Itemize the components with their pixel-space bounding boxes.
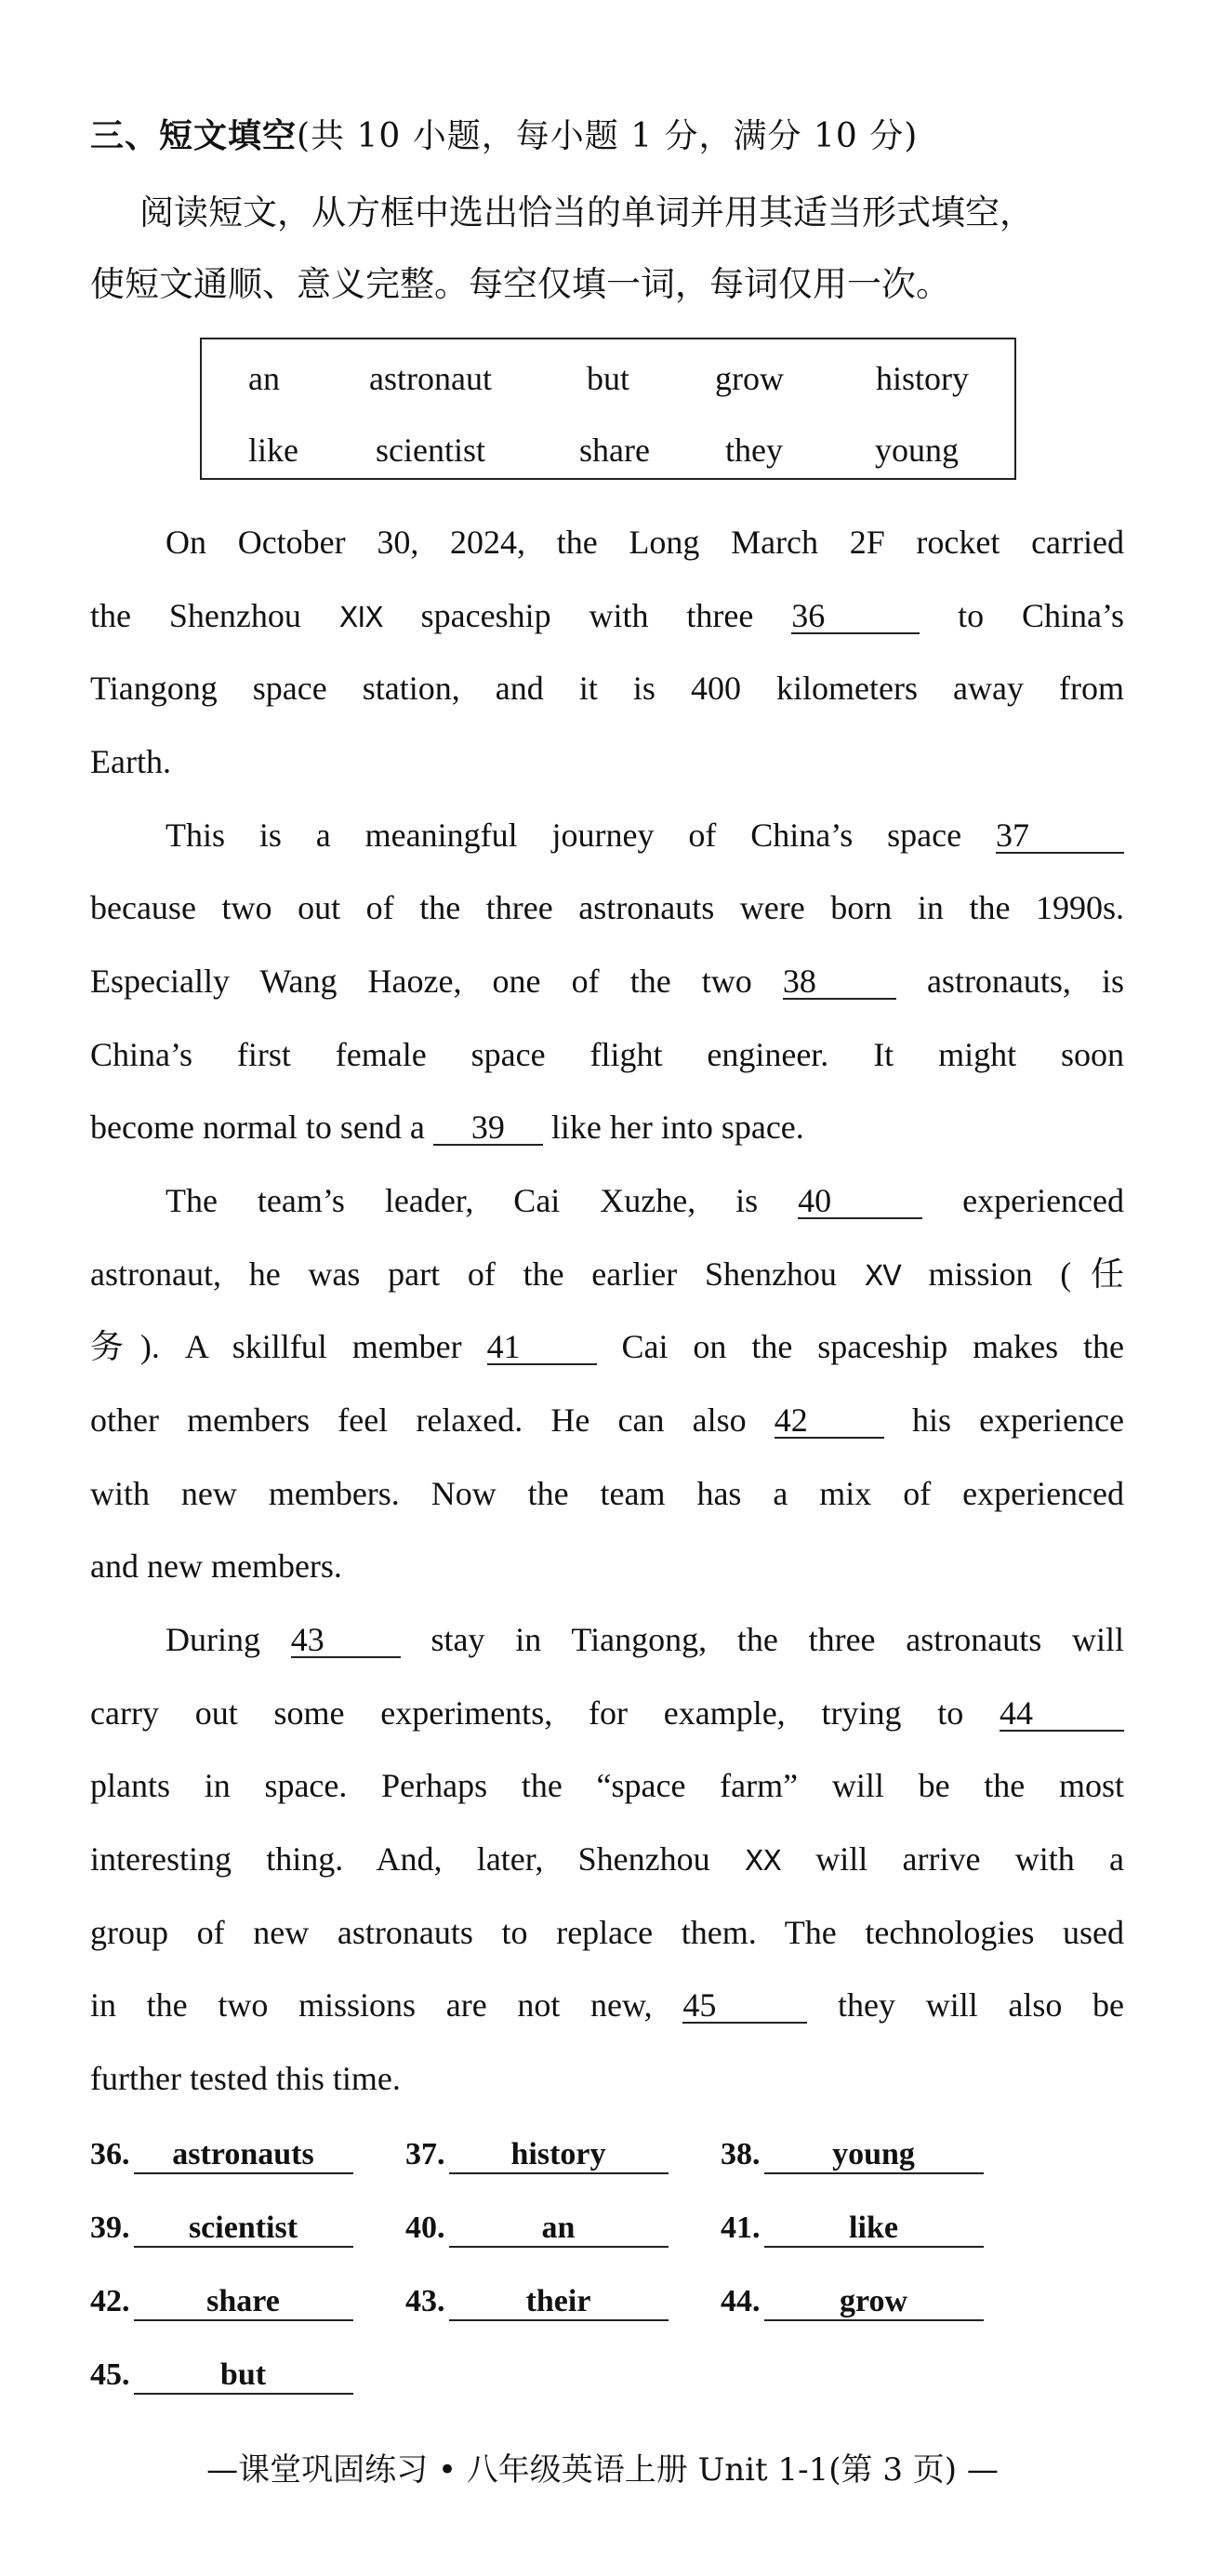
- passage-line: [90, 1110, 1124, 1146]
- passage-line: [90, 599, 1124, 634]
- answer-item: [405, 2137, 669, 2174]
- answer-value: like: [764, 2211, 984, 2248]
- passage-text: spaceship with three: [420, 597, 754, 634]
- passage-line: On October 30, 2024, the Long March 2F rocket carried: [166, 524, 1124, 561]
- word-bank-item: share: [579, 432, 650, 469]
- passage-text: experienced: [962, 1182, 1125, 1219]
- word-bank-item: astronaut: [369, 360, 492, 397]
- passage-line: because two out of the three astronauts were born in the 1990s.: [90, 889, 1124, 926]
- answer-item: [721, 2137, 984, 2174]
- passage-line: [90, 1696, 1124, 1732]
- passage-line: Earth.: [90, 743, 171, 780]
- answer-item: [405, 2284, 669, 2321]
- passage-line: [90, 1330, 1124, 1365]
- answer-number: 41.: [721, 2211, 761, 2245]
- answer-item: [721, 2284, 984, 2321]
- blank-45: 45: [682, 1988, 807, 2024]
- word-bank-item: an: [248, 360, 280, 397]
- passage-line: [90, 1842, 1124, 1876]
- word-bank-item: grow: [715, 360, 784, 397]
- page-footer: —课堂巩固练习 • 八年级英语上册 Unit 1-1(第 3 页) —: [206, 2451, 999, 2489]
- blank-36: 36: [791, 599, 920, 634]
- section-title: [90, 110, 918, 157]
- answer-item: [90, 2284, 353, 2321]
- answer-number: 39.: [90, 2211, 130, 2245]
- answer-value: grow: [764, 2284, 984, 2321]
- answer-number: 40.: [405, 2211, 445, 2245]
- passage-text: stay in Tiangong, the three astronauts will: [430, 1621, 1125, 1658]
- passage-text: mission (任: [928, 1255, 1125, 1293]
- answer-value: history: [449, 2137, 669, 2174]
- answer-number: 43.: [405, 2284, 445, 2318]
- answer-number: 42.: [90, 2284, 130, 2318]
- passage-text: During: [166, 1621, 260, 1658]
- instruction-line-1: 阅读短文，从方框中选出恰当的单词并用其适当形式填空，: [139, 193, 1034, 232]
- passage-line: [90, 1988, 1124, 2024]
- passage-line: China’s first female space flight engineer. It might soon: [90, 1036, 1124, 1073]
- passage-text: like her into space.: [550, 1109, 804, 1146]
- word-bank-box: [200, 338, 1016, 480]
- word-bank-item: but: [586, 360, 630, 397]
- answer-value: an: [449, 2211, 669, 2248]
- answer-value: their: [449, 2284, 669, 2321]
- passage-text: will arrive with a: [815, 1840, 1125, 1878]
- word-bank-item: young: [875, 432, 959, 469]
- passage-line: [90, 1257, 1124, 1291]
- roman-numeral: XX: [744, 1845, 781, 1878]
- passage-text: become normal to send a: [90, 1109, 425, 1146]
- passage-text: they will also be: [838, 1986, 1125, 2024]
- passage-text: Cai on the spaceship makes the: [621, 1328, 1124, 1365]
- passage-line: with new members. Now the team has a mix of experienced: [90, 1475, 1124, 1512]
- passage-text: Especially Wang Haoze, one of the two: [90, 963, 752, 1000]
- answer-item: [405, 2211, 669, 2248]
- passage-text: other members feel relaxed. He can also: [90, 1401, 747, 1439]
- passage-line: [166, 818, 1124, 854]
- answer-item: [90, 2357, 353, 2395]
- blank-40: 40: [798, 1184, 922, 1219]
- section-title-text: 三、短文填空: [90, 116, 298, 155]
- passage-text: in the two missions are not new,: [90, 1986, 653, 2024]
- answer-item: [90, 2137, 353, 2174]
- answer-item: [721, 2211, 984, 2248]
- answer-number: 38.: [721, 2137, 761, 2171]
- blank-44: 44: [1000, 1696, 1124, 1732]
- section-score-note: (共 10 小题，每小题 1 分，满分 10 分): [297, 117, 919, 155]
- passage-line: plants in space. Perhaps the “space farm” will be the most: [90, 1767, 1124, 1804]
- answer-value: astronauts: [134, 2137, 353, 2174]
- answer-number: 44.: [721, 2284, 761, 2318]
- passage-line: [90, 1403, 1124, 1439]
- passage-text: his experience: [911, 1401, 1124, 1439]
- answer-number: 36.: [90, 2137, 130, 2171]
- passage-line: [166, 1623, 1124, 1658]
- passage-text: interesting thing. And, later, Shenzhou: [90, 1840, 710, 1878]
- passage-text: the Shenzhou: [90, 597, 301, 634]
- roman-numeral: XV: [864, 1260, 901, 1293]
- blank-41: 41: [487, 1330, 597, 1365]
- passage-text: astronaut, he was part of the earlier Shenzhou: [90, 1255, 837, 1293]
- passage-line: and new members.: [90, 1547, 342, 1585]
- passage-line: further tested this time.: [90, 2060, 401, 2097]
- passage-line: [166, 1184, 1124, 1219]
- word-bank-item: they: [725, 432, 783, 469]
- answer-value: young: [764, 2137, 984, 2174]
- passage-line: [90, 964, 1124, 1000]
- answer-value: but: [134, 2357, 353, 2395]
- passage-text: to China’s: [958, 597, 1125, 634]
- word-bank-item: like: [248, 432, 298, 469]
- blank-43: 43: [291, 1623, 401, 1658]
- blank-42: 42: [775, 1403, 884, 1439]
- instruction-line-2: 使短文通顺、意义完整。每空仅填一词，每词仅用一次。: [90, 264, 950, 304]
- passage-text: This is a meaningful journey of China’s space: [166, 817, 962, 854]
- word-bank-item: scientist: [376, 432, 485, 469]
- passage-line: Tiangong space station, and it is 400 kilometers away from: [90, 670, 1124, 707]
- passage-text: The team’s leader, Cai Xuzhe, is: [166, 1182, 759, 1219]
- answer-number: 37.: [405, 2137, 445, 2171]
- passage-text: carry out some experiments, for example, trying to: [90, 1694, 964, 1732]
- passage-text: astronauts, is: [926, 963, 1125, 1000]
- answer-value: share: [134, 2284, 353, 2321]
- answer-number: 45.: [90, 2357, 130, 2392]
- blank-38: 38: [783, 964, 896, 1000]
- passage-text: 务). A skillful member: [90, 1328, 462, 1365]
- passage-line: group of new astronauts to replace them. The technologies used: [90, 1914, 1124, 1951]
- roman-numeral: XIX: [338, 602, 383, 634]
- blank-37: 37: [996, 818, 1124, 854]
- answer-item: [90, 2211, 353, 2248]
- answer-value: scientist: [134, 2211, 353, 2248]
- word-bank-item: history: [875, 360, 970, 397]
- blank-39: 39: [433, 1110, 543, 1146]
